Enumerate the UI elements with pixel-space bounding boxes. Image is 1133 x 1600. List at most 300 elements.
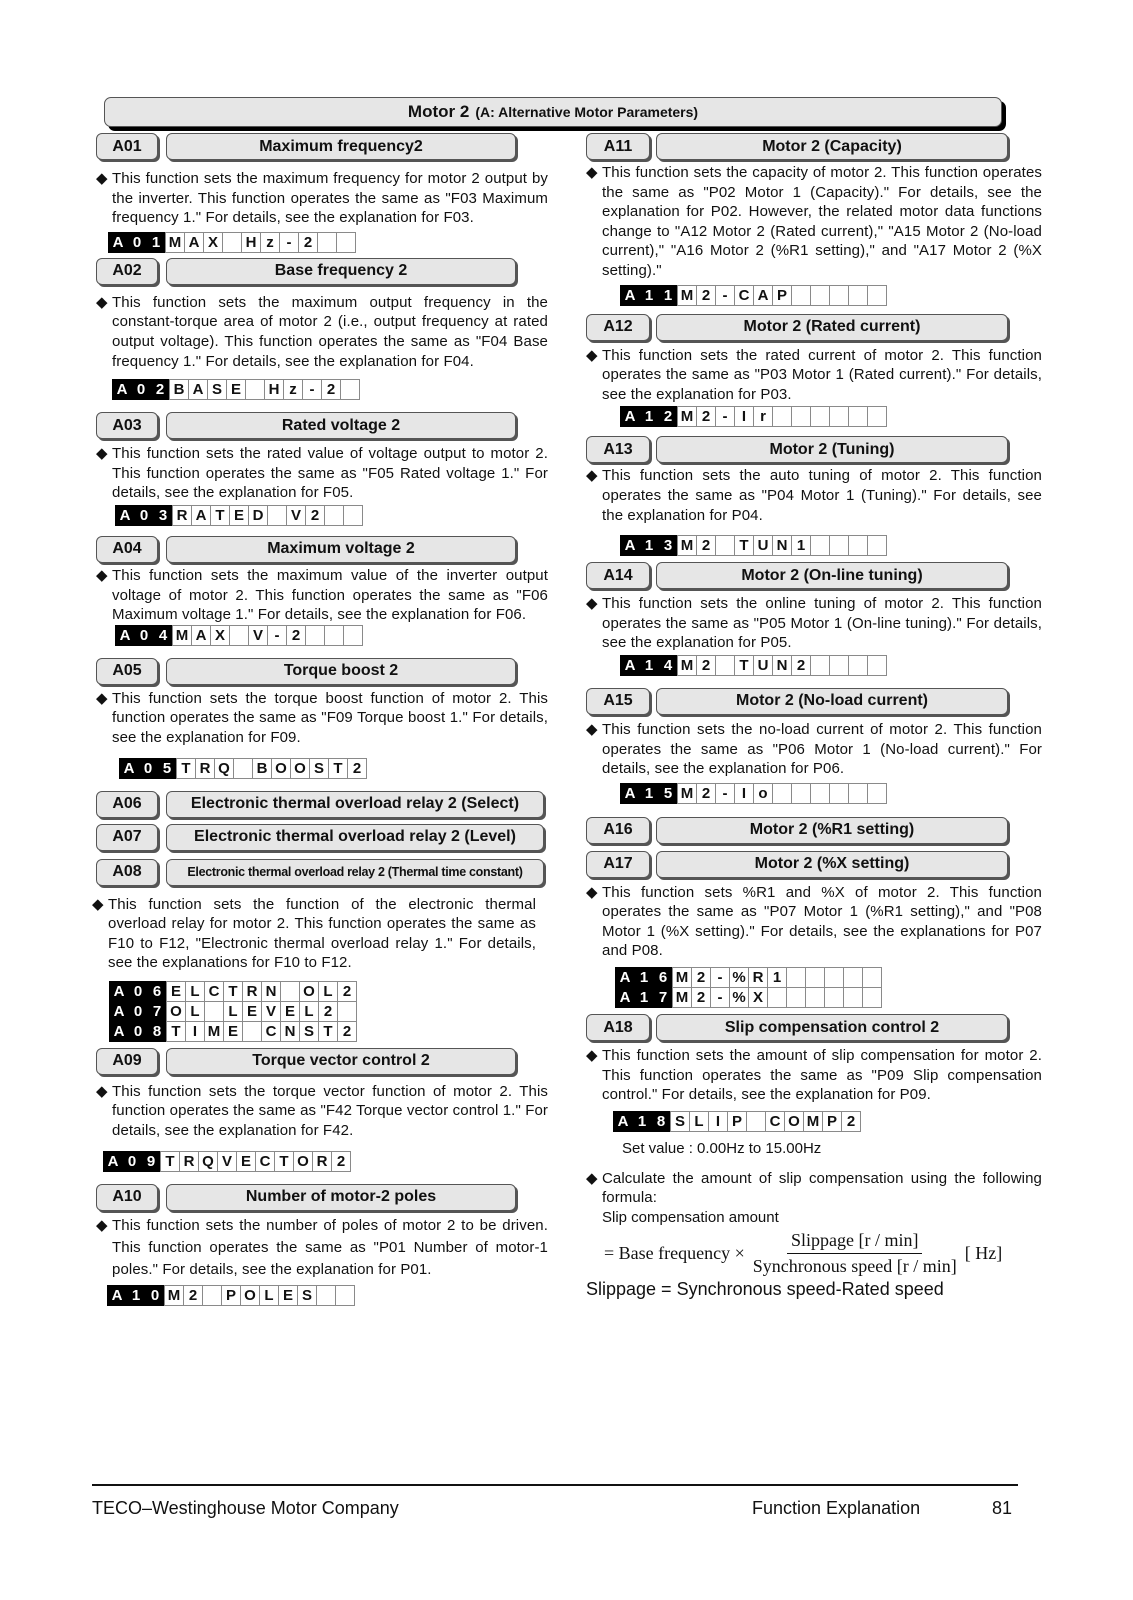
display-char: 0 [127, 232, 147, 253]
display-char: 0 [122, 1151, 142, 1172]
display-char: D [248, 505, 268, 526]
display-char: 1 [791, 535, 811, 556]
display-char: C [255, 1151, 275, 1172]
keypad-display [108, 1285, 548, 1306]
section-a03-head [96, 412, 548, 439]
display-char: - [710, 987, 730, 1008]
display-char [810, 783, 830, 804]
display-char: A [615, 967, 635, 988]
display-char: 2 [347, 758, 367, 779]
param-title: Slip compensation control 2 [656, 1014, 1008, 1041]
display-char: A [119, 758, 139, 779]
display-char: I [734, 783, 754, 804]
param-title: Motor 2 (%R1 setting) [656, 817, 1008, 844]
param-description: ◆ This function sets the maximum output frequency in the constant-torque area of motor 2 (i.e., output frequency at rated output voltage). This function operates the same as "F04 Base frequency 1." For details, see the explanation for F04. [96, 293, 548, 370]
param-code: A07 [96, 824, 158, 851]
display-char: A [115, 505, 135, 526]
display-char [324, 505, 344, 526]
display-char: N [261, 981, 281, 1002]
set-value-range: Set value : 0.00Hz to 15.00Hz [622, 1139, 822, 1157]
display-char: 2 [696, 406, 716, 427]
display-char [867, 783, 887, 804]
display-char: P [772, 285, 792, 306]
display-char: T [210, 505, 230, 526]
section-a11-head [586, 133, 1042, 160]
display-char: T [160, 1151, 180, 1172]
param-code: A13 [586, 436, 650, 463]
display-char [867, 406, 887, 427]
display-char [340, 379, 360, 400]
display-char: A [107, 1285, 127, 1306]
display-char: 2 [337, 1021, 357, 1042]
display-char: A [613, 1111, 633, 1132]
display-char: T [318, 1021, 338, 1042]
param-description: ◆ This function sets the number of poles of motor 2 to be driven. This function operates the same as "P01 Number of motor-1 poles." For details, see the explanation for P01. [96, 1216, 548, 1278]
display-char: 2 [183, 1285, 203, 1306]
section-a06-head [96, 791, 548, 818]
display-char: A [184, 232, 204, 253]
display-char [848, 783, 868, 804]
display-char: N [772, 535, 792, 556]
display-char: 2 [791, 655, 811, 676]
display-char: A [109, 1001, 129, 1022]
display-char [337, 1001, 357, 1022]
display-char: X [203, 232, 223, 253]
display-char: L [299, 1001, 319, 1022]
display-char: 0 [134, 505, 154, 526]
param-title: Base frequency 2 [166, 258, 516, 285]
keypad-display [110, 981, 548, 1002]
keypad-display [113, 379, 548, 400]
bullet-icon: ◆ [586, 595, 598, 613]
display-char: E [229, 505, 249, 526]
display-char: 2 [696, 655, 716, 676]
section-a05-head [96, 658, 548, 685]
display-char: 2 [691, 967, 711, 988]
display-char: 0 [128, 981, 148, 1002]
param-code: A05 [96, 658, 158, 685]
display-char: A [109, 981, 129, 1002]
display-char: A [109, 1021, 129, 1042]
display-char: 0 [128, 1001, 148, 1022]
display-char: - [279, 232, 299, 253]
display-char [843, 987, 863, 1008]
display-char: 2 [331, 1151, 351, 1172]
display-char: E [226, 379, 246, 400]
display-char: - [715, 783, 735, 804]
param-title: Motor 2 (Capacity) [656, 133, 1008, 160]
display-char: A [191, 625, 211, 646]
param-code: A14 [586, 562, 650, 589]
header-title: Motor 2 [407, 102, 470, 121]
keypad-display [621, 535, 1042, 556]
param-title: Maximum voltage 2 [166, 536, 516, 563]
display-char: A [115, 625, 135, 646]
keypad-display [621, 406, 1042, 427]
display-char: X [210, 625, 230, 646]
display-char: E [280, 1001, 300, 1022]
display-char [862, 987, 882, 1008]
section-a04-head [96, 536, 548, 563]
display-char [791, 406, 811, 427]
display-char: X [748, 987, 768, 1008]
display-char: H [264, 379, 284, 400]
display-char: z [283, 379, 303, 400]
keypad-display [104, 1151, 548, 1172]
left-column [92, 133, 548, 1306]
display-char [810, 406, 830, 427]
display-char: r [753, 406, 773, 427]
display-char [805, 987, 825, 1008]
footer-company: TECO–Westinghouse Motor Company [92, 1498, 399, 1518]
section-a10-head [96, 1184, 548, 1211]
display-char: H [241, 232, 261, 253]
display-char: 3 [658, 535, 678, 556]
param-code: A06 [96, 791, 158, 818]
display-char: T [734, 535, 754, 556]
display-char: P [822, 1111, 842, 1132]
display-char: 1 [639, 655, 659, 676]
display-char [343, 505, 363, 526]
param-code: A17 [586, 851, 650, 878]
display-char [791, 783, 811, 804]
display-char: A [108, 232, 128, 253]
display-char: T [328, 758, 348, 779]
display-char: 8 [651, 1111, 671, 1132]
display-char [202, 1285, 222, 1306]
display-char [810, 655, 830, 676]
display-char: P [727, 1111, 747, 1132]
keypad-display [621, 783, 1042, 804]
bullet-icon: ◆ [586, 1169, 598, 1187]
formula-denominator: Synchronous speed [r / min] [752, 1256, 957, 1277]
display-char [829, 655, 849, 676]
keypad-display-group [110, 981, 548, 1042]
display-char [848, 535, 868, 556]
display-char [829, 535, 849, 556]
display-char [867, 285, 887, 306]
display-char: A [191, 505, 211, 526]
display-char: A [620, 406, 640, 427]
keypad-display [614, 1111, 1042, 1132]
param-code: A12 [586, 314, 650, 341]
display-char: 1 [767, 967, 787, 988]
param-description: ◆ This function sets the torque vector function of motor 2. This function operates the same as "F42 Torque vector control 1." For details, see the explanation for F42. [96, 1082, 548, 1140]
formula-unit: [ Hz] [964, 1243, 1003, 1264]
keypad-display [109, 232, 548, 253]
display-char: P [221, 1285, 241, 1306]
display-char [848, 285, 868, 306]
keypad-display [621, 655, 1042, 676]
display-char: 4 [153, 625, 173, 646]
bullet-icon: ◆ [96, 170, 108, 187]
display-char [204, 1001, 224, 1022]
param-title: Motor 2 (%X setting) [656, 851, 1008, 878]
display-char: I [185, 1021, 205, 1042]
display-char: L [223, 1001, 243, 1022]
display-char: 2 [696, 783, 716, 804]
display-char: R [172, 505, 192, 526]
display-char: 1 [639, 783, 659, 804]
param-title: Maximum frequency2 [166, 133, 516, 160]
display-char: M [672, 987, 692, 1008]
param-description: ◆ This function sets the amount of slip compensation for motor 2. This function operates the same as "P09 Slip compensation control." For details, see the explanation for P09. [586, 1047, 1042, 1104]
bullet-icon: ◆ [96, 1216, 108, 1234]
display-char: C [734, 285, 754, 306]
display-char: 1 [632, 1111, 652, 1132]
param-title: Motor 2 (On-line tuning) [656, 562, 1008, 589]
display-char: M [172, 625, 192, 646]
display-char [767, 987, 787, 1008]
display-char: L [259, 1285, 279, 1306]
display-char [242, 1021, 262, 1042]
display-char: 2 [696, 535, 716, 556]
display-char: L [185, 1001, 205, 1022]
display-char [867, 655, 887, 676]
display-char: R [195, 758, 215, 779]
display-char: V [286, 505, 306, 526]
display-char: C [261, 1021, 281, 1042]
param-description: ◆ This function sets the no-load current of motor 2. This function operates the same as "P06 Motor 1 (No-load current)." For details, see the explanation for P06. [586, 720, 1042, 778]
param-title: Torque boost 2 [166, 658, 516, 685]
display-char: C [204, 981, 224, 1002]
section-a13-head [586, 436, 1042, 463]
section-a01-head [96, 133, 548, 160]
display-char: A [112, 379, 132, 400]
formula-lhs: = Base frequency × [604, 1243, 745, 1264]
display-char: 1 [639, 285, 659, 306]
bullet-icon: ◆ [586, 1047, 598, 1065]
display-char: M [672, 967, 692, 988]
display-char [280, 981, 300, 1002]
section-a15-head [586, 688, 1042, 715]
display-char [772, 406, 792, 427]
display-char: T [223, 981, 243, 1002]
param-title: Electronic thermal overload relay 2 (Select) [166, 791, 544, 818]
display-char [746, 1111, 766, 1132]
display-char: B [252, 758, 272, 779]
display-char: 6 [653, 967, 673, 988]
keypad-display [116, 625, 548, 646]
keypad-display [120, 758, 548, 779]
bullet-icon: ◆ [96, 445, 108, 463]
display-char [343, 625, 363, 646]
display-char: I [734, 406, 754, 427]
display-char: R [312, 1151, 332, 1172]
display-char: z [260, 232, 280, 253]
display-char: 3 [153, 505, 173, 526]
display-char: M [677, 783, 697, 804]
display-char: 7 [653, 987, 673, 1008]
display-char [316, 1285, 336, 1306]
display-char: I [708, 1111, 728, 1132]
display-char: Q [198, 1151, 218, 1172]
param-description: ◆ This function sets the maximum frequency for motor 2 output by the inverter. This function operates the same as "F03 Maximum frequency 1." For details, see the explanation for F03. [96, 170, 548, 227]
display-char [824, 987, 844, 1008]
display-char [829, 285, 849, 306]
display-char [229, 625, 249, 646]
display-char [336, 232, 356, 253]
display-char [805, 967, 825, 988]
param-code: A15 [586, 688, 650, 715]
keypad-display [116, 505, 548, 526]
display-char: O [240, 1285, 260, 1306]
display-char: 2 [286, 625, 306, 646]
footer-page-number: 81 [992, 1498, 1013, 1518]
display-char: - [715, 406, 735, 427]
display-char: A [103, 1151, 123, 1172]
display-char: - [715, 285, 735, 306]
display-char: N [772, 655, 792, 676]
display-char: S [297, 1285, 317, 1306]
keypad-display [616, 967, 1042, 988]
display-char: E [242, 1001, 262, 1022]
keypad-display [621, 285, 1042, 306]
slip-amount-label: Slip compensation amount [602, 1209, 779, 1227]
display-char: 2 [337, 981, 357, 1002]
display-char: 5 [658, 783, 678, 804]
bullet-icon: ◆ [92, 895, 104, 913]
bullet-icon: ◆ [586, 346, 598, 364]
display-char: 2 [305, 505, 325, 526]
display-char: M [677, 535, 697, 556]
display-char: 2 [150, 379, 170, 400]
display-char: B [169, 379, 189, 400]
keypad-display [616, 987, 1042, 1008]
display-char: R [179, 1151, 199, 1172]
formula-fraction [749, 1230, 961, 1277]
display-char: U [753, 535, 773, 556]
display-char: M [204, 1021, 224, 1042]
display-char: M [164, 1285, 184, 1306]
section-a14-head [586, 562, 1042, 589]
display-char: M [165, 232, 185, 253]
keypad-display [110, 1021, 548, 1042]
display-char [843, 967, 863, 988]
display-char: 0 [134, 625, 154, 646]
display-char [245, 379, 265, 400]
param-code: A03 [96, 412, 158, 439]
section-a18-head [586, 1014, 1042, 1041]
bullet-icon: ◆ [586, 883, 598, 901]
param-description: ◆ This function sets the function of the electronic thermal overload relay for motor 2. This function operates the same as F10 to F12, "Electronic thermal overload relay 1." For details, see the explanations for F10 to F12. [92, 895, 536, 972]
display-char: 9 [141, 1151, 161, 1172]
display-char: 1 [126, 1285, 146, 1306]
display-char [233, 758, 253, 779]
display-char: 0 [131, 379, 151, 400]
param-code: A18 [586, 1014, 650, 1041]
display-char [824, 967, 844, 988]
display-char: 2 [691, 987, 711, 1008]
display-char: 0 [145, 1285, 165, 1306]
display-char: 6 [147, 981, 167, 1002]
param-title: Electronic thermal overload relay 2 (Thermal time constant) [166, 859, 544, 886]
display-char: 2 [696, 285, 716, 306]
param-code: A10 [96, 1184, 158, 1211]
param-title: Motor 2 (Rated current) [656, 314, 1008, 341]
param-description: ◆ This function sets the maximum value of the inverter output voltage of motor 2. This function operates the same as "F06 Maximum voltage 1." For details, see the explanation for F06. [96, 566, 548, 624]
param-code: A09 [96, 1048, 158, 1075]
right-column [586, 133, 1042, 1300]
param-title: Rated voltage 2 [166, 412, 516, 439]
param-code: A16 [586, 817, 650, 844]
display-char: L [185, 981, 205, 1002]
display-char: R [242, 981, 262, 1002]
display-char: V [261, 1001, 281, 1022]
display-char: 1 [639, 406, 659, 427]
display-char: - [710, 967, 730, 988]
display-char [786, 987, 806, 1008]
display-char: 1 [658, 285, 678, 306]
display-char: R [748, 967, 768, 988]
display-char: 4 [658, 655, 678, 676]
display-char: % [729, 987, 749, 1008]
display-char: O [784, 1111, 804, 1132]
display-char [791, 285, 811, 306]
display-char: C [765, 1111, 785, 1132]
display-char: E [223, 1021, 243, 1042]
display-char: T [274, 1151, 294, 1172]
display-char: - [302, 379, 322, 400]
display-char: o [753, 783, 773, 804]
display-char: O [299, 981, 319, 1002]
section-a02-head [96, 258, 548, 285]
param-title: Motor 2 (Tuning) [656, 436, 1008, 463]
footer-divider [92, 1484, 1018, 1486]
display-char [222, 232, 242, 253]
bullet-icon: ◆ [586, 164, 598, 181]
display-char: 1 [634, 967, 654, 988]
display-char: N [280, 1021, 300, 1042]
display-char: M [677, 285, 697, 306]
display-char [715, 535, 735, 556]
display-char: T [166, 1021, 186, 1042]
display-char: A [188, 379, 208, 400]
page-header-bar [104, 97, 1002, 127]
display-char: O [290, 758, 310, 779]
display-char [829, 783, 849, 804]
display-char: E [278, 1285, 298, 1306]
bullet-icon: ◆ [586, 720, 598, 738]
display-char: E [166, 981, 186, 1002]
display-char: A [753, 285, 773, 306]
bullet-icon: ◆ [96, 1082, 108, 1100]
display-char: 2 [658, 406, 678, 427]
display-char: U [753, 655, 773, 676]
param-description: ◆ This function sets the auto tuning of motor 2. This function operates the same as "P04 Motor 1 (Tuning)." For details, see the explanation for P04. [586, 467, 1042, 524]
display-char: - [267, 625, 287, 646]
display-char [848, 406, 868, 427]
display-char: V [217, 1151, 237, 1172]
display-char [317, 232, 337, 253]
section-a08-head [96, 859, 548, 886]
display-char: M [677, 406, 697, 427]
display-char: S [207, 379, 227, 400]
param-title: Torque vector control 2 [166, 1048, 516, 1075]
param-code: A02 [96, 258, 158, 285]
display-char: 0 [138, 758, 158, 779]
display-char [810, 285, 830, 306]
formula-numerator: Slippage [r / min] [787, 1230, 922, 1254]
param-description: ◆ This function sets the torque boost function of motor 2. This function operates the same as "F09 Torque boost 1." For details, see the explanation for F09. [96, 689, 548, 746]
param-title: Number of motor-2 poles [166, 1184, 516, 1211]
display-char: T [734, 655, 754, 676]
bullet-icon: ◆ [96, 566, 108, 584]
display-char: 2 [298, 232, 318, 253]
slip-formula [604, 1230, 1042, 1277]
display-char [772, 783, 792, 804]
display-char [867, 535, 887, 556]
